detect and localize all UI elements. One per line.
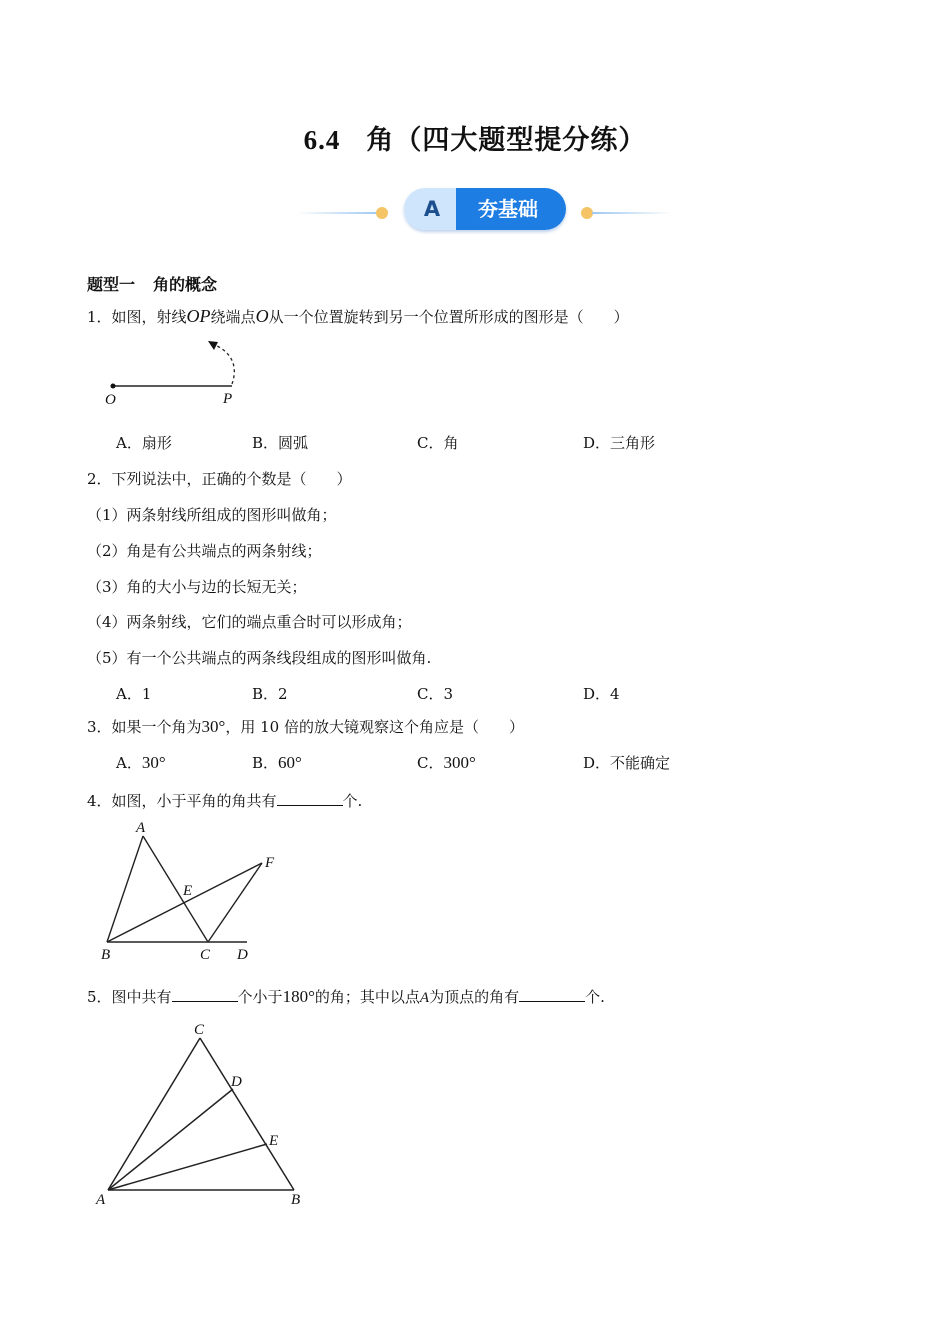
q5-text-mid1: 个小于 [237, 988, 283, 1006]
q5-label-e: E [269, 1133, 279, 1149]
q5-answer-blank-1[interactable] [172, 987, 238, 1002]
q3-option-c-value: 300° [443, 753, 476, 772]
q1-figure [95, 336, 255, 412]
q5-label-a: A [96, 1192, 106, 1208]
q1-ray-label: OP [186, 306, 211, 326]
q3-angle-value: 30° [201, 717, 226, 736]
q5-text-mid3: 为顶点的角有 [429, 988, 520, 1006]
q4-label-c: C [200, 947, 211, 963]
q1-rotation-arc [215, 345, 234, 384]
q4-answer-blank[interactable] [277, 791, 343, 806]
q4-text-pre: 4．如图，小于平角的角共有 [87, 792, 277, 810]
q1-text-pre: 1．如图，射线 [87, 308, 187, 326]
q5-segment-cb [200, 1038, 294, 1190]
q5-angle-value: 180° [282, 987, 315, 1006]
q3-option-b[interactable] [252, 752, 302, 773]
q3-option-b-value: 60° [278, 753, 302, 772]
q5-text-post: 个. [585, 988, 605, 1006]
q4-label-d: D [237, 947, 248, 963]
banner-label: 夯基础 [456, 188, 566, 230]
banner-left-dot [376, 207, 388, 219]
q3-option-c[interactable] [417, 752, 476, 773]
q1-arrow-head [208, 341, 218, 350]
banner-right-line [592, 212, 672, 214]
q3-text-pre: 3．如果一个角为 [87, 718, 202, 736]
title-text: 角（四大题型提分练） [366, 125, 647, 156]
question-4-stem [87, 790, 362, 811]
q1-option-c[interactable]: C．角 [417, 434, 459, 452]
q3-option-a[interactable] [116, 752, 166, 773]
q5-answer-blank-2[interactable] [519, 987, 585, 1002]
q2-option-b[interactable]: B．2 [252, 685, 288, 703]
q4-label-a: A [136, 820, 146, 836]
q4-segment-ac [143, 836, 208, 942]
q1-text-post: 从一个位置旋转到另一个位置所形成的图形是（ ） [268, 308, 629, 326]
q4-label-b: B [101, 947, 111, 963]
q4-figure [95, 815, 295, 965]
q5-text-mid2: 的角；其中以点 [314, 988, 420, 1006]
question-1-stem [87, 306, 629, 327]
q1-point-label: O [255, 306, 269, 326]
q2-option-a[interactable]: A．1 [116, 685, 152, 703]
q3-option-d-letter: D． [583, 754, 611, 772]
q5-figure [90, 1018, 320, 1218]
q2-statement-4: （4）两条射线，它们的端点重合时可以形成角； [87, 613, 412, 631]
q1-label-p: P [223, 391, 233, 407]
section-label: 题型一 [87, 275, 136, 294]
q2-statement-3: （3）角的大小与边的长短无关； [87, 578, 307, 596]
q1-text-mid: 绕端点 [210, 308, 256, 326]
banner-letter: A [404, 188, 456, 230]
q5-segment-ad [108, 1089, 233, 1190]
q4-text-post: 个. [342, 792, 363, 810]
q5-point-label: A [419, 990, 430, 1006]
q3-option-c-letter: C． [417, 754, 444, 772]
q3-option-a-letter: A． [116, 754, 142, 772]
question-3-stem [87, 716, 524, 737]
q2-option-c[interactable]: C．3 [417, 685, 454, 703]
q3-option-d[interactable] [583, 752, 670, 773]
page-title [0, 118, 950, 157]
q5-label-d: D [231, 1074, 242, 1090]
section-heading [87, 272, 217, 295]
q2-option-d[interactable]: D．4 [583, 685, 620, 703]
q3-option-d-value: 不能确定 [610, 754, 671, 772]
q2-statement-2: （2）角是有公共端点的两条射线； [87, 542, 322, 560]
q1-point-o [111, 384, 116, 389]
title-number: 6.4 [303, 125, 341, 155]
q2-statement-1: （1）两条射线所组成的图形叫做角； [87, 506, 337, 524]
q1-option-b[interactable]: B．圆弧 [252, 434, 309, 452]
q5-text-pre: 5．图中共有 [87, 988, 172, 1006]
q4-label-f: F [265, 855, 275, 871]
q5-label-b: B [291, 1192, 301, 1208]
q1-option-a[interactable]: A．扇形 [116, 434, 172, 452]
banner-pill [404, 188, 566, 230]
q4-label-e: E [183, 883, 193, 899]
question-5-stem [87, 986, 605, 1007]
banner-left-line [296, 212, 378, 214]
q4-segment-cf [208, 863, 262, 942]
question-2-stem: 2．下列说法中，正确的个数是（ ） [87, 470, 352, 488]
q3-option-b-letter: B． [252, 754, 279, 772]
q3-option-a-value: 30° [141, 753, 166, 772]
q2-statement-5: （5）有一个公共端点的两条线段组成的图形叫做角. [87, 649, 432, 667]
section-name: 角的概念 [153, 275, 218, 294]
q1-option-d[interactable]: D．三角形 [583, 434, 656, 452]
q3-text-post: ，用 10 倍的放大镜观察这个角应是（ ） [225, 718, 524, 736]
q5-label-c: C [194, 1022, 205, 1038]
level-banner [290, 186, 680, 232]
q1-label-o: O [105, 392, 116, 408]
